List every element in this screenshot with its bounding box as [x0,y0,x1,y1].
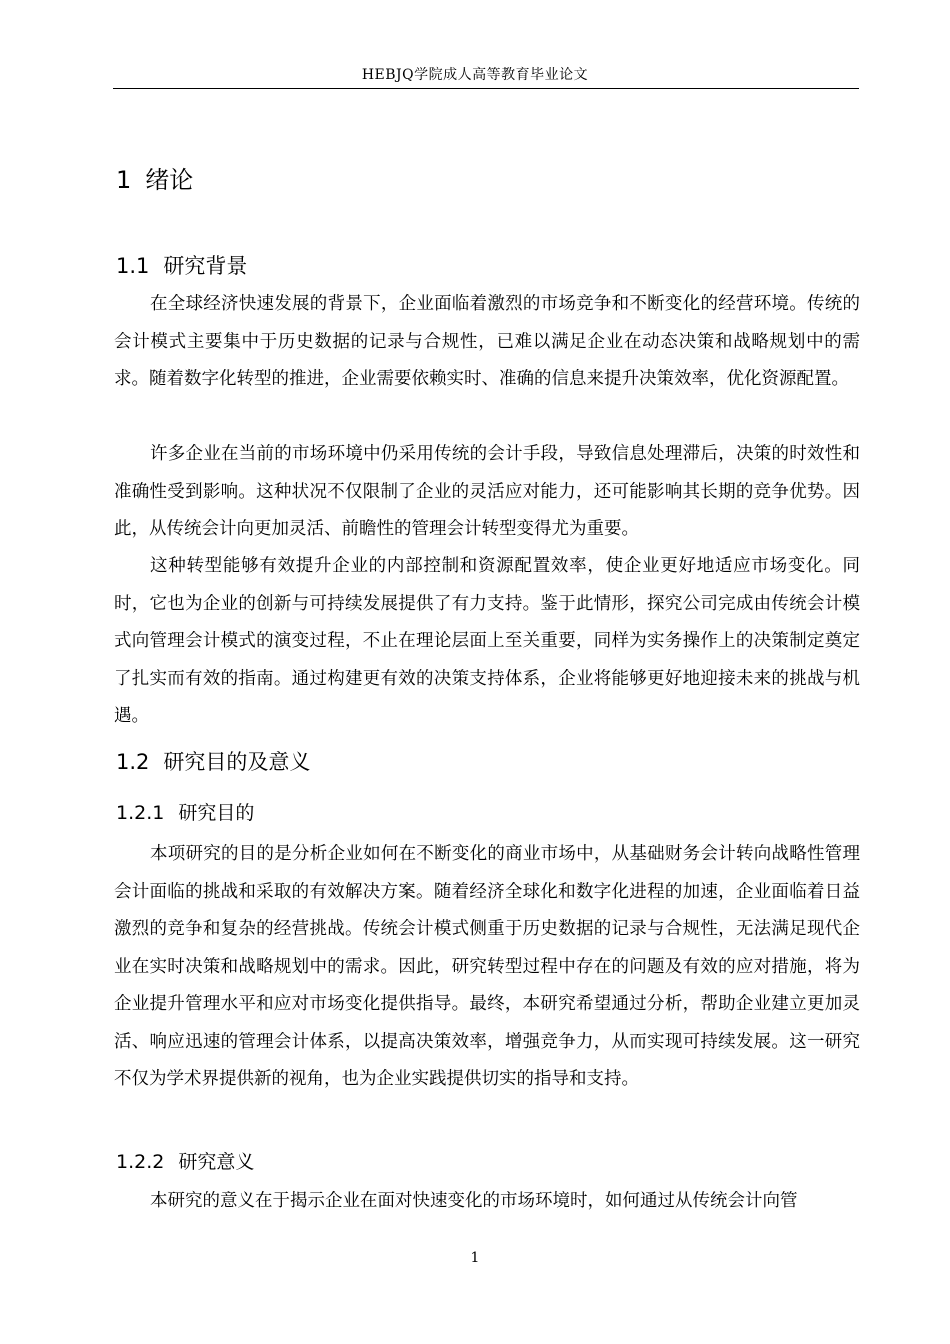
section-title: 研究背景 [163,254,248,278]
running-header: HEBJQ学院成人高等教育毕业论文 [361,67,589,83]
subsection-number: 1.2.1 [116,802,165,824]
section-title: 研究目的及意义 [163,750,311,774]
subsection-title: 研究意义 [178,1151,255,1173]
section-number: 1.1 [116,254,150,278]
page-number: 1 [470,1250,480,1266]
paragraph: 这种转型能够有效提升企业的内部控制和资源配置效率，使企业更好地适应市场变化。同时，它也为企业的创新与可持续发展提供了有力支持。鉴于此情形，探究公司完成由传统会计模式向管理会计模式的演变过程，不止在理论层面上至关重要，同样为实务操作上的决策制定奠定了扎实而有效的指南。通过构建更有效的决策支持体系，企业将能够更好地迎接未来的挑战与机遇。 [114,556,860,726]
subsection-title: 研究目的 [178,802,255,824]
subsection-number: 1.2.2 [116,1151,165,1173]
chapter-title: 绪论 [145,166,194,194]
paragraph: 本研究的意义在于揭示企业在面对快速变化的市场环境时，如何通过从传统会计向管 [150,1191,798,1211]
section-number: 1.2 [116,750,150,774]
subsection-heading-1-2-1 [116,798,254,825]
section-heading-1-1 [116,250,247,280]
paragraph: 在全球经济快速发展的背景下，企业面临着激烈的市场竞争和不断变化的经营环境。传统的会计模式主要集中于历史数据的记录与合规性，已难以满足企业在动态决策和战略规划中的需求。随着数字化转型的推进，企业需要依赖实时、准确的信息来提升决策效率，优化资源配置。 [114,294,860,389]
header-divider [113,88,859,89]
chapter-heading [116,160,193,195]
section-heading-1-2 [116,746,310,776]
chapter-number: 1 [116,166,132,194]
paragraph: 本项研究的目的是分析企业如何在不断变化的商业市场中，从基础财务会计转向战略性管理会计面临的挑战和采取的有效解决方案。随着经济全球化和数字化进程的加速，企业面临着日益激烈的竞争和复杂的经营挑战。传统会计模式侧重于历史数据的记录与合规性，无法满足现代企业在实时决策和战略规划中的需求。因此，研究转型过程中存在的问题及有效的应对措施，将为企业提升管理水平和应对市场变化提供指导。最终，本研究希望通过分析，帮助企业建立更加灵活、响应迅速的管理会计体系，以提高决策效率，增强竞争力，从而实现可持续发展。这一研究不仅为学术界提供新的视角，也为企业实践提供切实的指导和支持。 [114,844,860,1089]
subsection-heading-1-2-2 [116,1147,254,1174]
paragraph: 许多企业在当前的市场环境中仍采用传统的会计手段，导致信息处理滞后，决策的时效性和准确性受到影响。这种状况不仅限制了企业的灵活应对能力，还可能影响其长期的竞争优势。因此，从传统会计向更加灵活、前瞻性的管理会计转型变得尤为重要。 [114,444,860,539]
